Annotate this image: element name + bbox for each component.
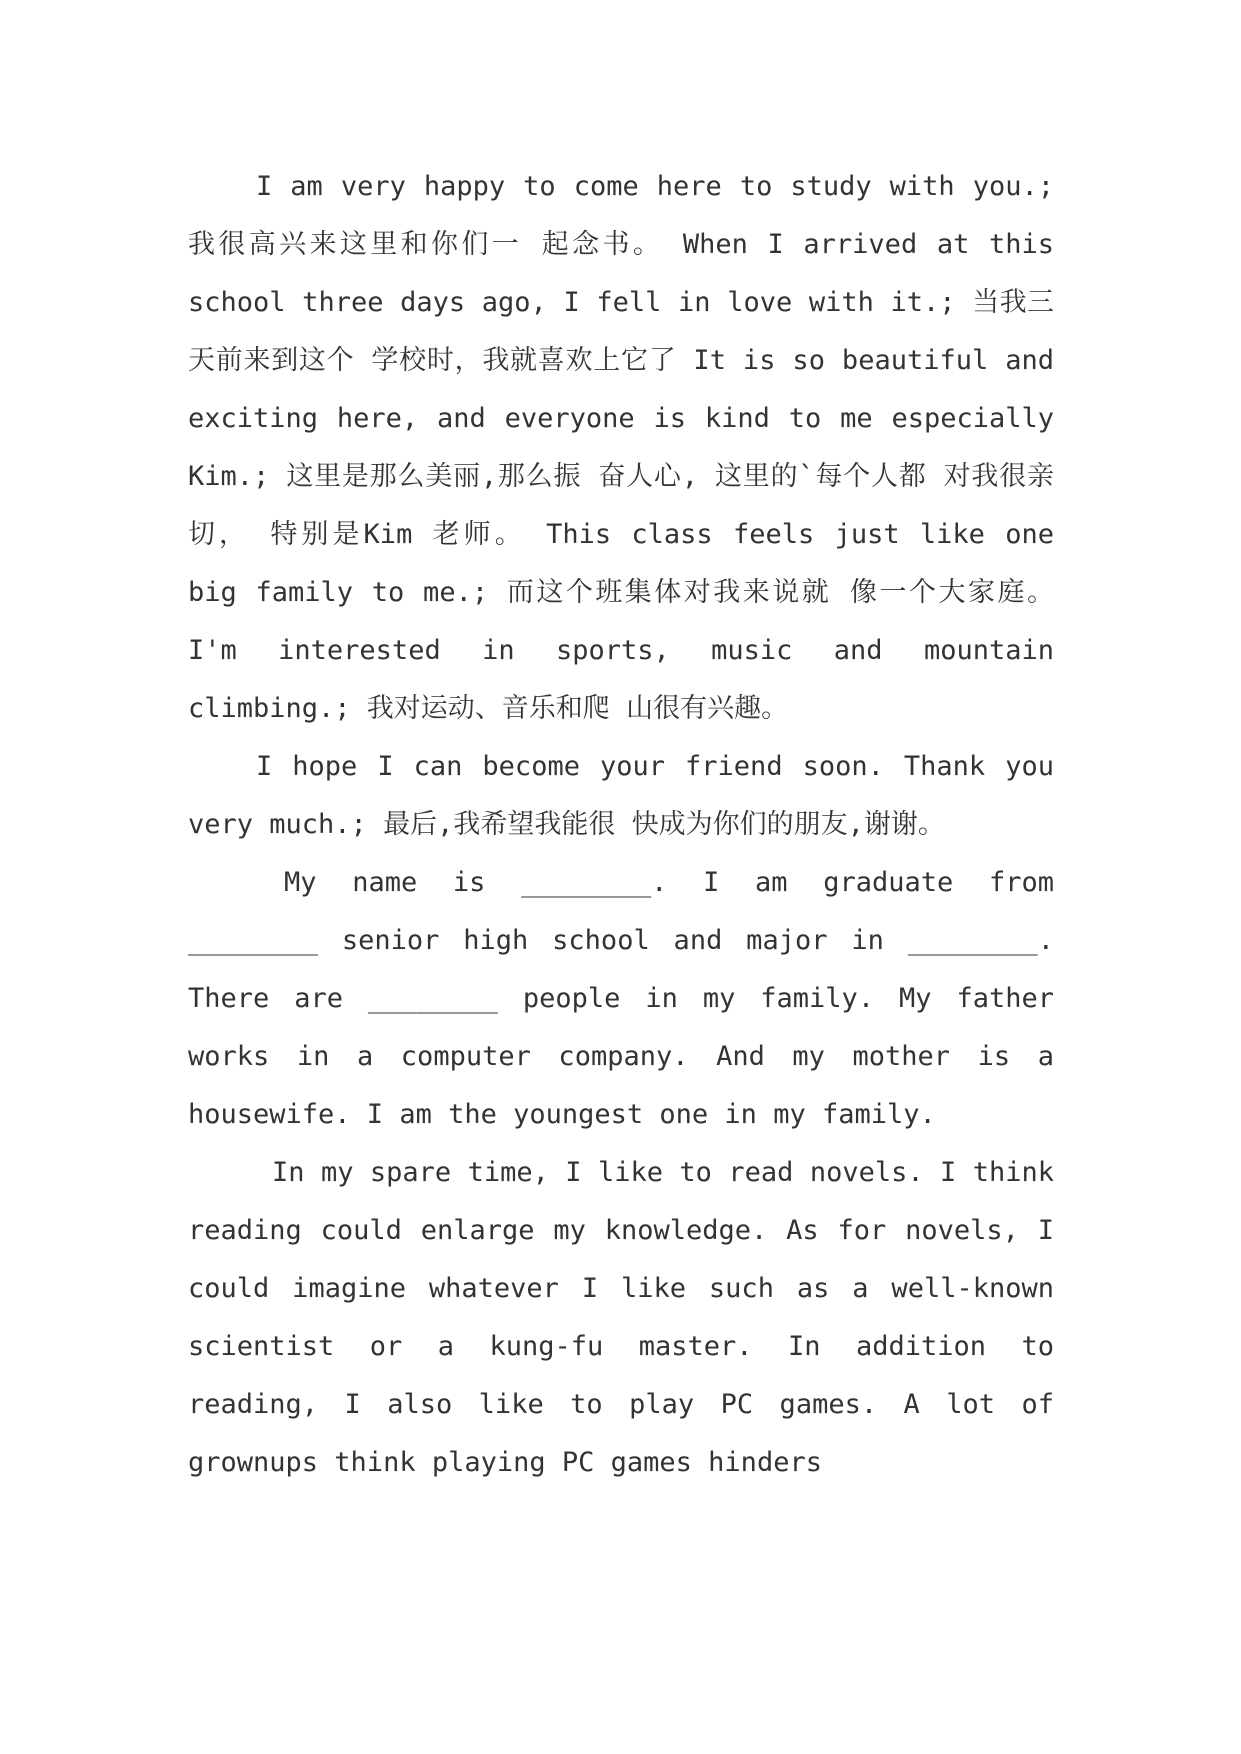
paragraph-family: My name is ________. I am graduate from ________ senior high school and major in ________. There are ________ people in my family. My father works in a computer company. And my mother is a housewife. I am the youngest one in my family. [188, 867, 1054, 1130]
document-body [188, 158, 1054, 1492]
paragraph-intro: I am very happy to come here to study with you.; 我很高兴来这里和你们一 起念书。 When I arrived at this school three days ago, I fell in love with it.; 当我三天前来到这个 学校时，我就喜欢上它了 It is so beautiful and exciting here, and everyone is kind to me especially Kim.; 这里是那么美丽,那么振 奋人心, 这里的`每个人都 对我很亲切， 特别是Kim 老师。 This class feels just like one big family to me.; 而这个班集体对我来说就 像一个大家庭。 I'm interested in sports, music and mountain climbing.; 我对运动、音乐和爬 山很有兴趣。 [188, 171, 1054, 724]
paragraph-closing: I hope I can become your friend soon. Thank you very much.; 最后,我希望我能很 快成为你们的朋友,谢谢。 [188, 751, 1054, 840]
paragraph-hobbies: In my spare time, I like to read novels. I think reading could enlarge my knowledge. As for novels, I could imagine whatever I like such as a well-known scientist or a kung-fu master. In addition to reading, I also like to play PC games. A lot of grownups think playing PC games hinders [188, 1157, 1054, 1478]
